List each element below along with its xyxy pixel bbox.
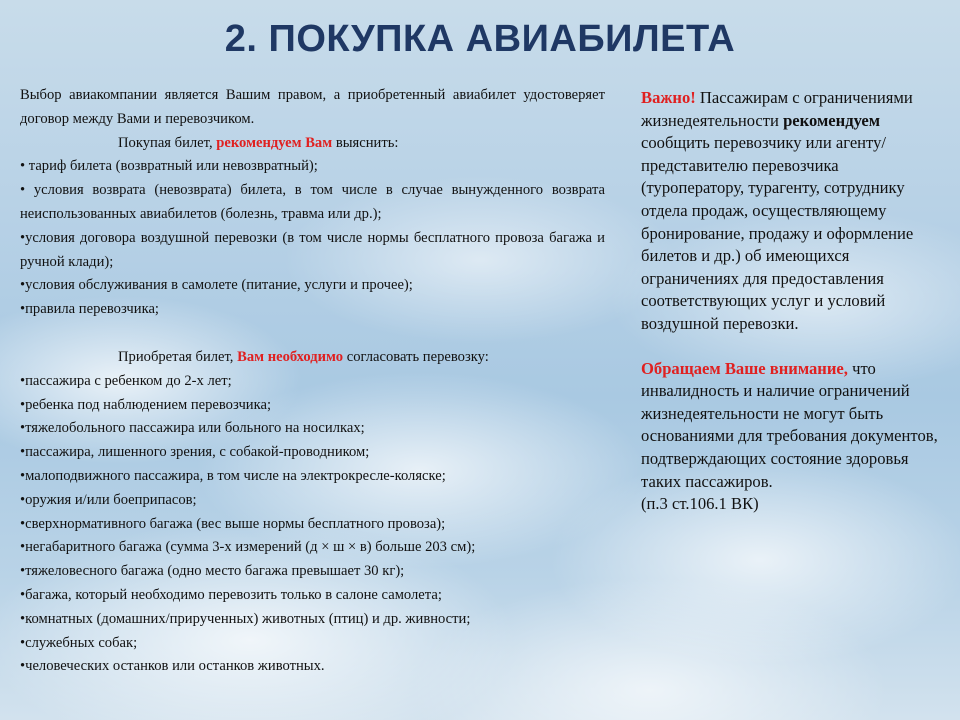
list-item: •ребенка под наблюдением перевозчика;: [20, 396, 272, 413]
left-column: [20, 84, 605, 679]
list-item: •человеческих останков или останков животных.: [20, 658, 325, 675]
important-text-bold: рекомендуем: [783, 110, 881, 130]
list-item: •пассажира, лишенного зрения, с собакой-проводником;: [20, 444, 370, 461]
recommend-list: [20, 155, 605, 322]
list-item: •негабаритного багажа (сумма 3-х измерений (д × ш × в) больше 203 см);: [20, 539, 476, 556]
page-title: 2. ПОКУПКА АВИАБИЛЕТА: [224, 18, 736, 60]
agree-highlight: Вам необходимо: [237, 348, 344, 365]
list-item: •малоподвижного пассажира, в том числе на электрокресле-коляске;: [20, 467, 446, 484]
list-item: • тариф билета (возвратный или невозвратный);: [20, 158, 318, 175]
important-note: [641, 87, 941, 336]
spacer: [641, 336, 941, 358]
recommend-heading: [20, 132, 605, 156]
important-text-pre: Пассажирам с ограничениями жизнедеятельности: [641, 88, 913, 130]
list-item: •тяжеловесного багажа (одно место багажа превышает 30 кг);: [20, 563, 405, 580]
important-text-post: сообщить перевозчику или агенту/представителю перевозчика (туроператору, турагенту, сотруднику отдела продаж, осуществляющему бронирование, продажу и оформление билетов и др.) об имеющихся ограничениях для предоставления соответствующих услуг и условий воздушной перевозки.: [641, 133, 914, 333]
important-label: Важно!: [641, 88, 696, 107]
spacer: [20, 322, 605, 346]
right-column: [641, 87, 941, 516]
intro-paragraph: Выбор авиакомпании является Вашим правом, а приобретенный авиабилет удостоверяет договор между Вами и перевозчиком.: [20, 87, 605, 127]
list-item: •условия договора воздушной перевозки (в том числе нормы бесплатного провоза багажа и ручной клади);: [20, 229, 605, 270]
agree-heading: [20, 346, 605, 370]
attention-text: что инвалидность и наличие ограничений жизнедеятельности не могут быть основаниями для требования документов, подтверждающих состояние здоровья таких пассажиров.: [641, 358, 938, 491]
recommend-pre: Покупая билет,: [118, 134, 217, 151]
list-item: •служебных собак;: [20, 634, 138, 651]
list-item: •условия обслуживания в самолете (питание, услуги и прочее);: [20, 277, 413, 294]
list-item: •тяжелобольного пассажира или больного на носилках;: [20, 420, 365, 437]
agree-post: согласовать перевозку:: [343, 348, 489, 365]
attention-note: [641, 358, 941, 494]
law-reference: (п.3 ст.106.1 ВК): [641, 494, 759, 514]
agree-list: [20, 370, 605, 679]
list-item: •багажа, который необходимо перевозить только в салоне самолета;: [20, 586, 442, 603]
list-item: •комнатных (домашних/прирученных) животных (птиц) и др. живности;: [20, 610, 471, 627]
list-item: • условия возврата (невозврата) билета, в том числе в случае вынужденного возврата неиспользованных авиабилетов (болезнь, травма или др.);: [20, 182, 605, 222]
recommend-post: выяснить:: [332, 134, 399, 151]
list-item: •правила перевозчика;: [20, 301, 159, 318]
recommend-highlight: рекомендуем Вам: [216, 134, 333, 151]
list-item: •оружия и/или боеприпасов;: [20, 491, 197, 508]
list-item: •пассажира с ребенком до 2-х лет;: [20, 372, 232, 389]
attention-label: Обращаем Ваше внимание,: [641, 358, 848, 378]
list-item: •сверхнормативного багажа (вес выше нормы бесплатного провоза);: [20, 515, 446, 532]
agree-pre: Приобретая билет,: [118, 348, 238, 365]
